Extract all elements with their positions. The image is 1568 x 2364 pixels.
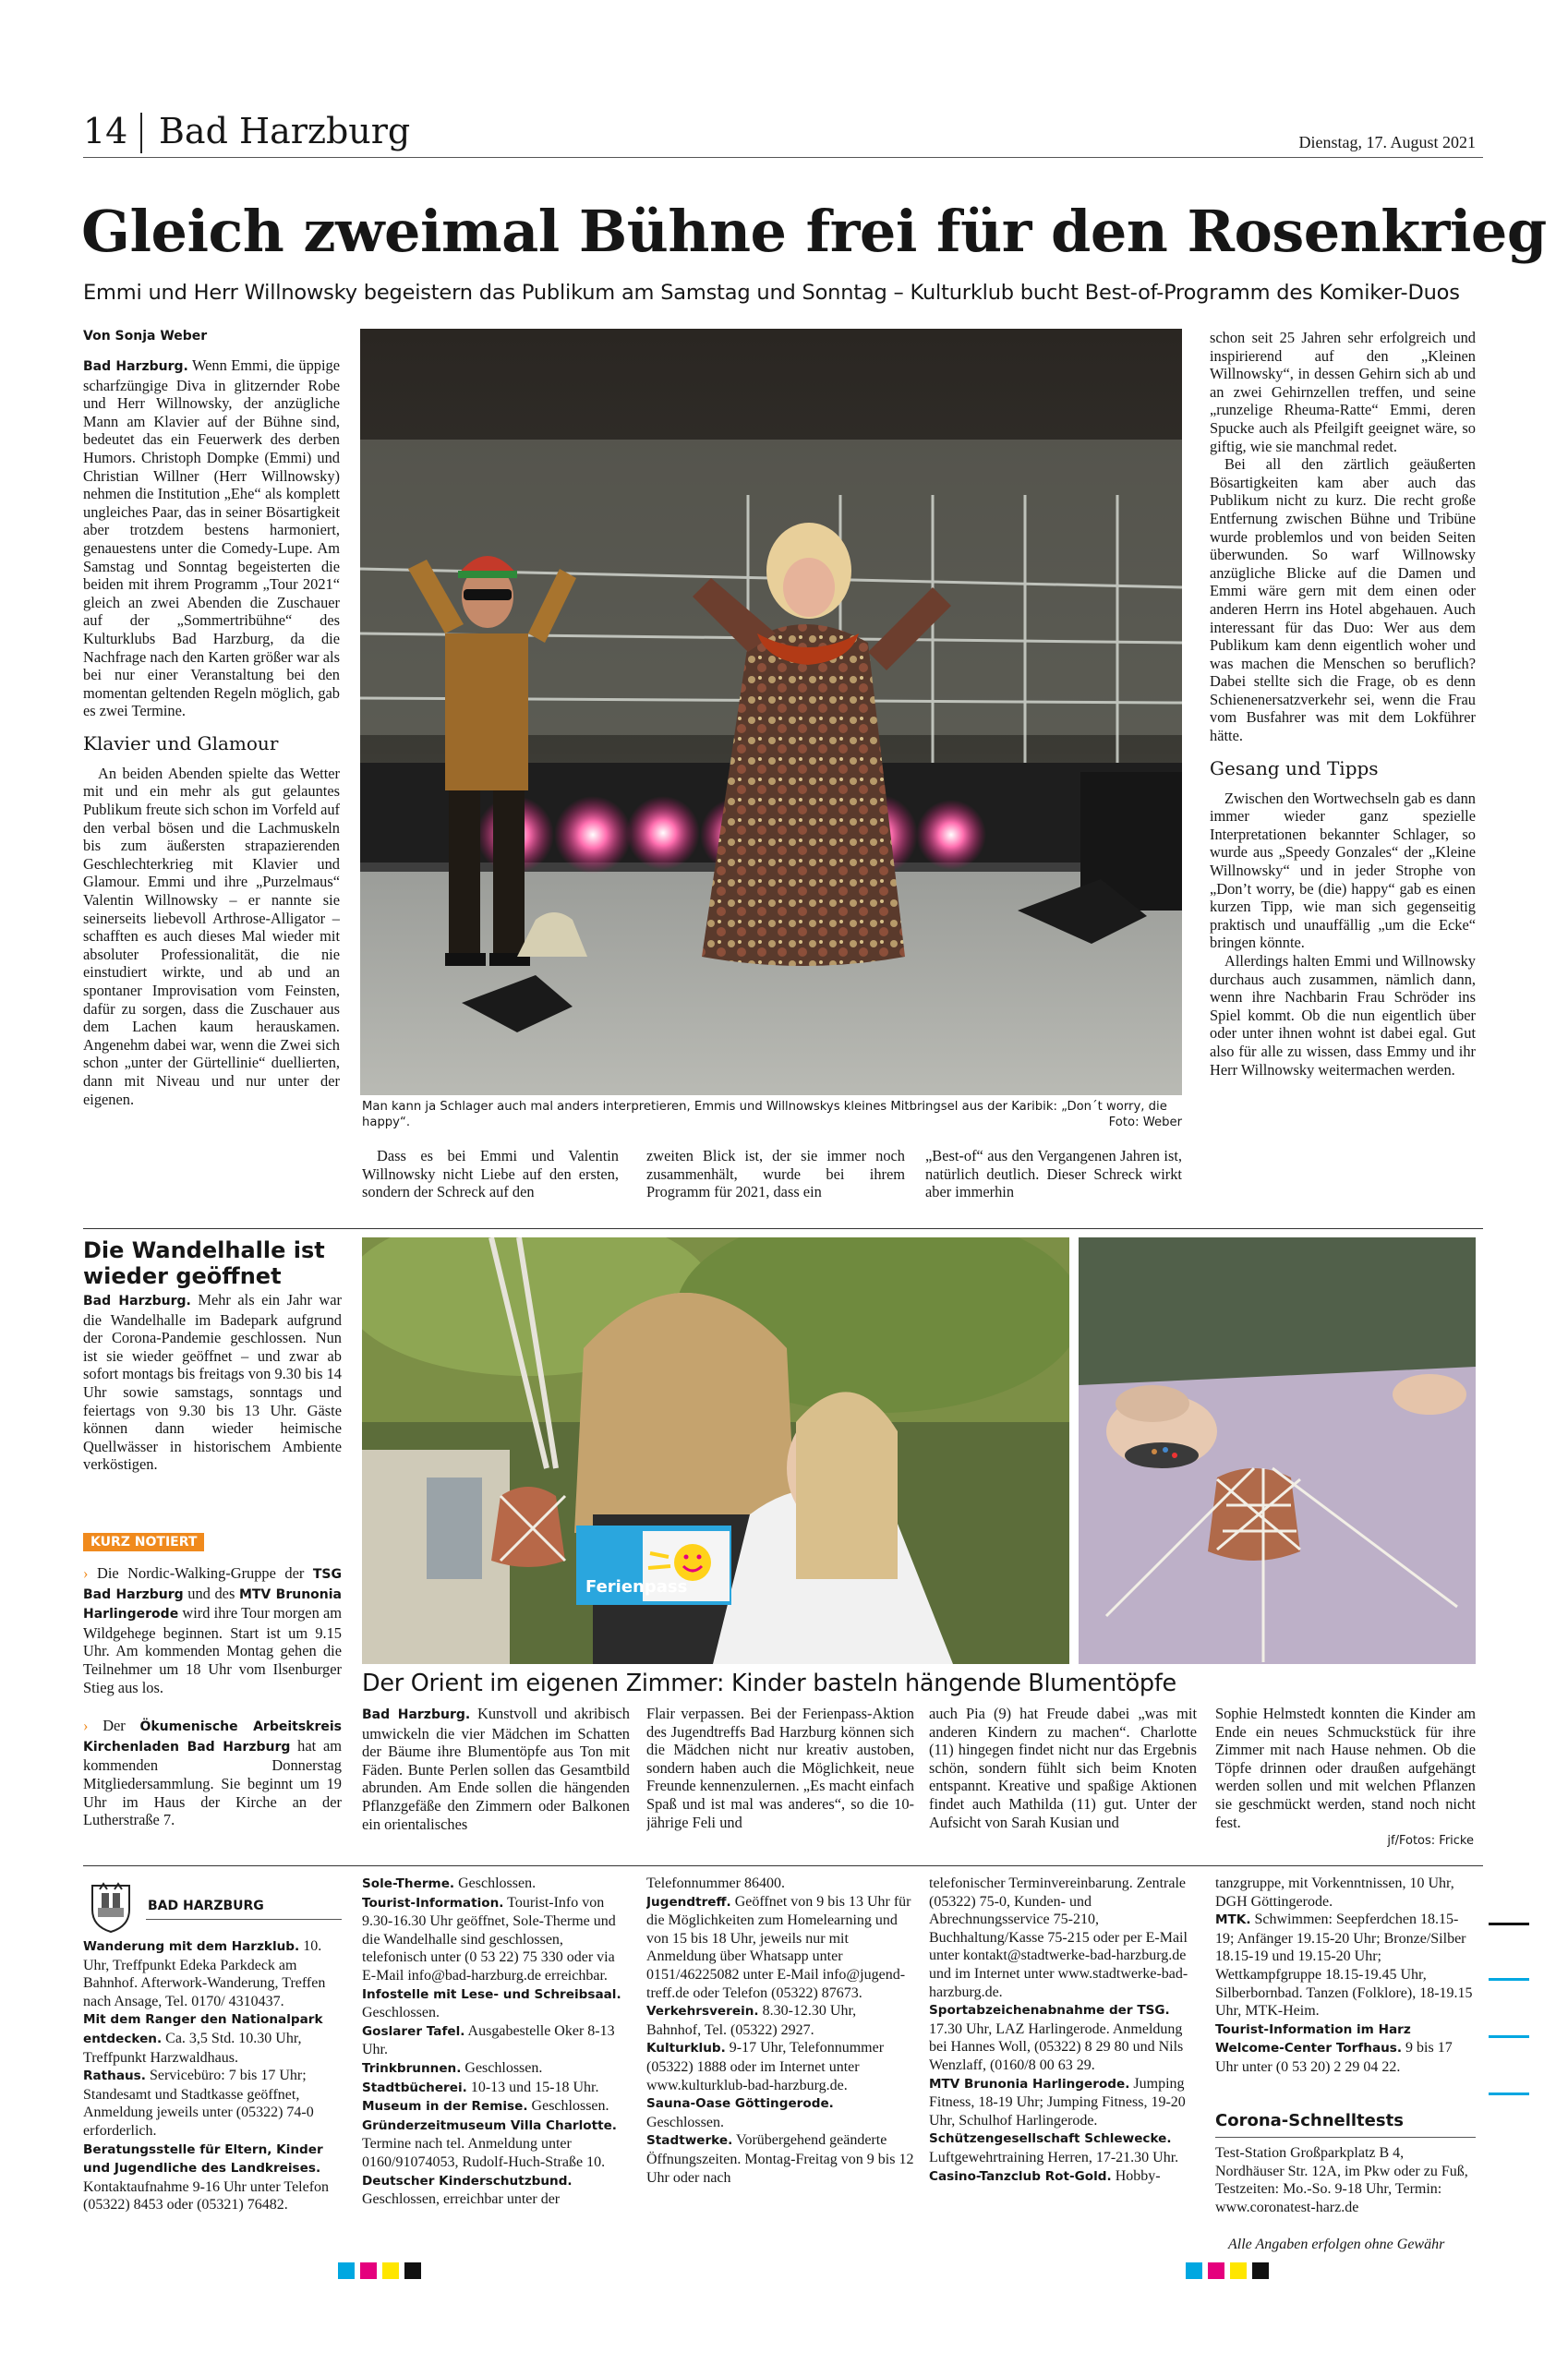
color-swatch-yellow — [1230, 2262, 1247, 2279]
info-entry-label: Sauna-Oase Göttingerode. — [646, 2096, 834, 2112]
info-column-2 — [362, 1875, 630, 2299]
info-entry-label: Mit dem Ranger den Nationalpark entdecken. — [83, 2012, 323, 2046]
article-divider — [83, 1228, 1483, 1229]
info-entry — [929, 2129, 1197, 2166]
article-column-3b: „Best-of“ aus den Vergangenen Jahren ist, natürlich deutlich. Dieser Schreck wirkt aber immerhin — [925, 1147, 1182, 1201]
kurz-notiert-items — [83, 1564, 342, 1860]
info-entry — [1215, 2020, 1476, 2077]
orient-column-4: Sophie Helmstedt konnten die Kinder am Ende ein neues Schmuckstück für ihre Zimmer mit nach Hause nehmen. Ob die Töpfe drinnen oder draußen aufgehängt werden sollen und mit welchen Pflanzen sie geschmückt werden, stand noch nicht fest. — [1215, 1705, 1476, 1831]
info-entry-label: MTV Brunonia Harlingerode. — [929, 2076, 1130, 2092]
info-entry-label: Stadtbücherei. — [362, 2080, 467, 2095]
main-subheadline: Emmi und Herr Willnowsky begeistern das Publikum am Samstag und Sonntag – Kulturklub bucht Best-of-Programm des Komiker-Duos — [83, 281, 1460, 305]
info-entry — [83, 2010, 344, 2067]
info-entry — [362, 1875, 630, 1894]
info-entry-label: Museum in der Remise. — [362, 2099, 528, 2115]
info-entry — [362, 2059, 630, 2079]
info-entry — [1215, 1875, 1476, 1911]
info-entry — [646, 2002, 914, 2039]
article-column-1 — [83, 356, 340, 1215]
info-column-5 — [1215, 1875, 1476, 2096]
info-entry-label: Deutscher Kinderschutzbund. — [362, 2173, 573, 2189]
wandelhalle-text: Bad Harzburg. Mehr als ein Jahr war die Wandelhalle im Badepark aufgrund der Corona-Pandemie geschlossen. Nun ist sie wieder geöffnet – und zwar ab sofort montags bis freitags von 9.30 bis 14 Uhr sowie samstags, sonntags und feiertags von 9.30 bis 13 Uhr. Gäste können dann wieder heimische Quellwässer in historischem Ambiente verköstigen. — [83, 1291, 342, 1474]
info-entry — [362, 1985, 630, 2022]
info-entry-text: Geschlossen. — [646, 2114, 724, 2130]
author: Von Sonja Weber — [83, 329, 208, 344]
info-entry-text: Servicebüro: 7 bis 17 Uhr; Standesamt und Stadtkasse geöffnet, Anmeldung jeweils unter (05322) 74-0 erforderlich. — [83, 2068, 314, 2139]
color-swatch-magenta — [360, 2262, 377, 2279]
info-entry-text: 10. Uhr, Treffpunkt Edeka Parkdeck am Bahnhof. Afterwork-Wanderung, Treffen nach Ansage, Tel. 0170/ 4310437. — [83, 1938, 326, 2009]
info-entry-label: Gründerzeitmuseum Villa Charlotte. — [362, 2117, 617, 2133]
info-entry-text: 8.30-12.30 Uhr, Bahnhof, Tel. (05322) 2927. — [646, 2003, 857, 2038]
info-entry-label: MTK. — [1215, 1912, 1251, 1928]
subheading-klavier: Klavier und Glamour — [83, 731, 279, 754]
info-entry-label: Kulturklub. — [646, 2041, 726, 2056]
info-entry — [646, 1875, 914, 1893]
info-entry-text: Luftgewehrtraining Herren, 17-21.30 Uhr. — [929, 2149, 1179, 2165]
info-entry-label: Tourist-Information im Harz Welcome-Center Torfhaus. — [1215, 2021, 1411, 2056]
info-entry — [929, 1875, 1197, 2001]
info-entry-label: Schützengesellschaft Schlewecke. — [929, 2131, 1172, 2147]
stage-photo-illustration — [360, 329, 1182, 1095]
article-column-2: Dass es bei Emmi und Valentin Willnowsky nicht Liebe auf den ersten, sondern der Schreck auf den — [362, 1147, 619, 1201]
corona-text: Test-Station Großparkplatz B 4, Nordhäuser Str. 12A, im Pkw oder zu Fuß, Testzeiten: Mo.-So. 9-18 Uhr, Termin: www.coronatest-harz.de — [1215, 2145, 1468, 2215]
photo-credit: Foto: Weber — [1108, 1116, 1182, 1129]
info-entry-label: Beratungsstelle für Eltern, Kinder und Jugendliche des Landkreises. — [83, 2141, 323, 2177]
info-entry-text: Schwimmen: Seepferdchen 18.15-19; Anfänger 19.15-20 Uhr; Bronze/Silber 18.15-19 und 19.15-20 Uhr; Wettkampfgruppe 18.15-19.45 Uhr, Silberbornbad. Tanzen (Folklore), 18-19.15 Uhr, MTK-Heim. — [1215, 1912, 1473, 2020]
info-entry — [362, 2079, 630, 2098]
corona-title: Corona-Schnelltests — [1215, 2111, 1404, 2130]
article-column-3: zweiten Blick ist, der sie immer noch zusammenhält, wurde bei ihrem Programm für 2021, dass ein — [646, 1147, 905, 1201]
subheading-gesang: Gesang und Tipps — [1210, 756, 1379, 779]
article-column-4: schon seit 25 Jahren sehr erfolgreich und inspirierend auf den „Kleinen Willnowsky“, in dessen Gehirn sich ab und an zwei Gehirnzellen treffen, und seine „runzelige Rheuma-Ratte“ Emmi, deren Spucke auch als Pfeilgift geeignet wäre, so giftig, wie sie manchmal redet. Bei all den zärtlich geäußerten Bösartigkeiten kam aber auch das Publikum nicht zu kurz. Die recht große Entfernung zwischen Bühne und Tribüne wurde problemlos und von beiden Seiten überwunden. So warf Willnowsky anzügliche Blicke auf die Damen und Emmi wäre gern mit dem einen oder anderen Herrn ins Hotel abgehauen. Auch interessant für das Duo: Wer aus dem Publikum kam denn eigentlich woher und was machen die Menschen so beruflich? Dabei stellte sich die Frage, ob es denn Schienenersatzverkehr sei, wenn die Frau vom Busfahrer was mit dem Lokführer hätte. Gesang und Tipps Zwischen den Wortwechseln gab es dann immer wieder ganz spezielle Interpretationen bekannter Schlager, so wurde aus „Speedy Gonzales“ der „Kleine Willnowsky“ und in jeder Strophe von „Don’t worry, be (die) happy“ gab es einen kurzen Tipp, wie man sich gegenseitig praktisch und unauffällig „um die Ecke“ bringen könnte. Allerdings halten Emmi und Willnowsky durchaus auch zusammen, nämlich dann, wenn ihre Nachbarin Frau Schröder ins Spiel kommt. Ob die nun eigentlich über oder unter ihnen wohnt ist dabei egal. Gut also für alle zu wissen, dass Emmy und ihr Herr Willnowsky weitermachen werden. — [1210, 329, 1476, 1079]
info-divider — [83, 1865, 1483, 1866]
orient-column-1: Bad Harzburg. Kunstvoll und akribisch umwickeln die vier Mädchen im Schatten der Bäume ihre Blumentöpfe aus Ton mit Fäden. Bunte Perlen sollen das Gesamtbild abrunden. Am Ende sollen die hängenden Pflanzgefäße den Zimmern oder Balkonen ein orientalisches — [362, 1705, 630, 1833]
info-entry-label: Sportabzeichenabnahme der TSG. — [929, 2003, 1170, 2019]
info-entry-text: Kontaktaufnahme 9-16 Uhr unter Telefon (05322) 8453 oder (05321) 76482. — [83, 2178, 330, 2213]
info-entry-label: Rathaus. — [83, 2068, 146, 2084]
stage-photo — [360, 329, 1182, 1095]
info-entry-text: 9 bis 17 Uhr unter (0 53 20) 2 29 04 22. — [1215, 2040, 1453, 2075]
info-entry-text: Geschlossen, erreichbar unter der — [362, 2191, 561, 2208]
info-entry — [362, 2117, 630, 2172]
info-entry-label: Casino-Tanzclub Rot-Gold. — [929, 2168, 1112, 2184]
info-entry-text: telefonischer Terminvereinbarung. Zentrale (05322) 75-0, Kunden- und Abrechnungsservice 75-210, Buchhaltung/Kasse 75-215 oder per E-Mail unter kontakt@stadtwerke-bad-harzburg.de und im Internet unter www.stadtwerke-bad-harzburg.de. — [929, 1876, 1188, 2000]
info-entry — [646, 2039, 914, 2094]
corona-rule — [1215, 2137, 1476, 2138]
info-entry-text: Geschlossen. — [454, 1876, 537, 1891]
color-swatch-cyan — [338, 2262, 355, 2279]
info-entry-text: 17.30 Uhr, LAZ Harlingerode. Anmeldung bei Hannes Woll, (05322) 8 29 80 und Nils Wenzlaff, (0160/8 00 63 29. — [929, 2020, 1184, 2073]
print-mark — [1489, 1923, 1529, 1925]
craft-photo-pot — [1079, 1237, 1476, 1664]
bad-harzburg-coat-of-arms-icon — [89, 1880, 133, 1934]
kurz-item-1: › Die Nordic-Walking-Gruppe der TSG Bad Harzburg und des MTV Brunonia Harlingerode wird ihre Tour morgen am Wildgehege beginnen. Start ist um 9.15 Uhr. Am kommenden Montag gehen die Teilnehmer um 18 Uhr vom Ilsenburger Stieg aus los. — [83, 1564, 342, 1696]
info-box-title: BAD HARZBURG — [148, 1899, 264, 1913]
info-entry-label: Infostelle mit Lese- und Schreibsaal. — [362, 1986, 621, 2002]
print-mark — [1489, 1978, 1529, 1981]
info-column-1 — [83, 1937, 344, 2298]
info-title-rule — [146, 1919, 342, 1920]
header-rule — [83, 157, 1483, 158]
color-swatch-black — [404, 2262, 421, 2279]
info-entry-text: Termine nach tel. Anmeldung unter 0160/91074053, Rudolf-Huch-Straße 10. — [362, 2136, 606, 2170]
info-entry — [929, 2001, 1197, 2074]
ferienpass-badge — [576, 1526, 731, 1605]
main-headline: Gleich zweimal Bühne frei für den Rosenkrieg — [81, 198, 1547, 265]
info-entry-label: Verkehrsverein. — [646, 2004, 759, 2020]
color-swatch-cyan — [1186, 2262, 1202, 2279]
print-mark — [1489, 2035, 1529, 2038]
info-entry-text: 9-17 Uhr, Telefonnummer (05322) 1888 oder im Internet unter www.kulturklub-bad-harzburg.de. — [646, 2040, 885, 2093]
article-paragraph: An beiden Abenden spielte das Wetter mit und ein mehr als gut gelauntes Publikum freute sich schon im Vorfeld auf den verbal bösen und die Lachmuskeln bis zum äußersten strapazierenden Geschlechterkrieg mit Klavier und Glamour. Emmi und ihre „Purzelmaus“ Valentin Willnowsky – er nannte sie seinerseits liebevoll Arthrose-Alligator – schafften es auch dieses Mal wieder mit absoluter Professionalität, die nie einstudiert wirkte, und ab und an spontaner Improvisation vom Feinsten, dafür zu sorgen, dass die Zuschauer aus dem Lachen kaum herauskamen. Angenehm dabei war, wenn die Zwei sich schon „unter der Gürtellinie“ duellierten, dann mit Niveau und nur unter der eigenen. — [83, 764, 340, 1108]
color-swatch-black — [1252, 2262, 1269, 2279]
color-swatch-yellow — [382, 2262, 399, 2279]
disclaimer: Alle Angaben erfolgen ohne Gewähr — [1228, 2237, 1445, 2252]
article-paragraph: Wenn Emmi, die üppige scharfzüngige Diva in glitzernder Robe und Herr Willnowsky, der anzügliche Mann am Klavier auf der Bühne sind, bedeutet das ein Feuerwerk des derben Humors. Christoph Dompke (Emmi) und Christian Willner (Herr Willnowsky) nehmen die Institution „Ehe“ als komplett ungleiches Paar, das in seiner Bösartigkeit aber trotzdem bestens harmoniert, genauestens unter die Comedy-Lupe. Am Samstag und Sonntag begeisterten die beiden mit ihrem Programm „Tour 2021“ gleich an zwei Abenden die Zuschauer auf der „Sommertribühne“ des Kulturklubs Bad Harzburg, da die Nachfrage nach den Karten größer war als bei nur einer Veranstaltung bei den momentan geltenden Regeln möglich, gab es zwei Termine. — [83, 356, 340, 720]
wandelhalle-headline: Die Wandelhalle ist wieder geöffnet — [83, 1237, 325, 1289]
info-entry-label: Sole-Therme. — [362, 1876, 455, 1891]
info-entry-label: Stadtwerke. — [646, 2133, 733, 2149]
info-entry — [362, 2172, 630, 2209]
info-entry — [362, 2097, 630, 2117]
info-entry — [83, 2067, 344, 2140]
dateline: Bad Harzburg. — [83, 359, 188, 374]
photo-caption-text: Man kann ja Schlager auch mal anders interpretieren, Emmis und Willnowskys kleines Mitbringsel aus der Karibik: „Don´t worry, die happy“. — [362, 1100, 1167, 1129]
info-entry — [83, 2141, 344, 2214]
ferienpass-label: Ferienpass — [585, 1577, 688, 1597]
info-entry-label: Trinkbrunnen. — [362, 2060, 462, 2076]
info-entry-text: Telefonnummer 86400. — [646, 1876, 785, 1891]
photo-caption — [362, 1099, 1182, 1130]
info-entry-label: Tourist-Information. — [362, 1895, 504, 1911]
info-entry-text: Ca. 3,5 Std. 10.30 Uhr, Treffpunkt Harzwaldhaus. — [83, 2030, 302, 2066]
info-entry-text: tanzgruppe, mit Vorkenntnissen, 10 Uhr, DGH Göttingerode. — [1215, 1876, 1454, 1910]
info-entry — [362, 1894, 630, 1985]
orient-column-2: Flair verpassen. Bei der Ferienpass-Aktion des Jugendtreffs Bad Harzburg können sich die Mädchen nicht nur kreativ austoben, sondern haben auch die Möglichkeit, neue Freunde kennenzulernen. „Es macht einfach Spaß und ist mal was anderes“, so die 10-jährige Feli und — [646, 1705, 914, 1831]
print-mark — [1489, 2093, 1529, 2095]
info-entry-text: Ausgabestelle Oker 8-13 Uhr. — [362, 2022, 615, 2058]
orient-headline: Der Orient im eigenen Zimmer: Kinder basteln hängende Blumentöpfe — [362, 1670, 1176, 1697]
info-entry — [929, 2167, 1197, 2187]
info-entry-label: Wanderung mit dem Harzklub. — [83, 1939, 300, 1954]
color-swatch-magenta — [1208, 2262, 1224, 2279]
craft-photo-girls — [362, 1237, 1069, 1664]
info-entry-text: Hobby- — [1111, 2167, 1161, 2184]
info-entry-text: Geschlossen. — [461, 2059, 543, 2076]
info-column-4 — [929, 1875, 1197, 2299]
info-column-3 — [646, 1875, 914, 2299]
info-entry-text: Tourist-Info von 9.30-16.30 Uhr geöffnet, Sole-Therme und die Wandelhalle sind geschlossen, telefonisch unter (0 53 22) 75 330 oder via E-Mail info@bad-harzburg.de erreichbar. — [362, 1894, 616, 1984]
kurz-item-2: › Der Ökumenische Arbeitskreis Kirchenladen Bad Harzburg hat am kommenden Donnerstag Mitgliedersammlung. Sie beginnt um 19 Uhr im Haus der Kirche an der Lutherstraße 7. — [83, 1717, 342, 1829]
info-entry — [646, 2094, 914, 2131]
info-entry-text: Jumping Fitness, 18-19 Uhr; Jumping Fitness, 19-20 Uhr, Schulhof Harlingerode. — [929, 2075, 1186, 2129]
info-entry-text: 10-13 und 15-18 Uhr. — [466, 2079, 599, 2095]
orient-credit: jf/Fotos: Fricke — [1387, 1834, 1474, 1848]
page-date: Dienstag, 17. August 2021 — [1298, 133, 1476, 151]
page-number: 14 — [83, 111, 128, 151]
info-entry — [362, 2022, 630, 2059]
info-entry-text: Vorübergehend geänderte Öffnungszeiten. Montag-Freitag von 9 bis 12 Uhr oder nach — [646, 2132, 914, 2186]
header-divider — [140, 113, 142, 153]
info-entry — [83, 1937, 344, 2010]
info-entry-label: Goslarer Tafel. — [362, 2023, 465, 2039]
section-title: Bad Harzburg — [159, 111, 411, 151]
info-entry — [646, 1893, 914, 2003]
info-entry-label: Jugendtreff. — [646, 1894, 731, 1910]
info-entry — [1215, 1911, 1476, 2020]
info-entry-text: Geschlossen. — [362, 2005, 440, 2021]
info-entry-text: Geöffnet von 9 bis 13 Uhr für die Möglichkeiten zum Homelearning und von 15 bis 18 Uhr, jeweils nur mit Anmeldung über Whatsapp unter 0151/46225082 unter E-Mail info@jugend-treff.de oder Telefon (05322) 87673. — [646, 1893, 911, 2001]
info-entry-text: Geschlossen. — [527, 2098, 609, 2115]
info-entry — [929, 2075, 1197, 2130]
orient-column-3: auch Pia (9) hat Freude dabei „was mit anderen Kindern zu machen“. Charlotte (11) hingegen findet nicht nur das Ergebnis schön, sondern fühlt sich beim Knoten entspannt. Kreative und spaßige Aktionen findet auch Mathilda (11) gut. Unter der Aufsicht von Sarah Kusian und — [929, 1705, 1197, 1831]
kurz-notiert-label: KURZ NOTIERT — [83, 1533, 204, 1551]
info-entry — [646, 2131, 914, 2187]
